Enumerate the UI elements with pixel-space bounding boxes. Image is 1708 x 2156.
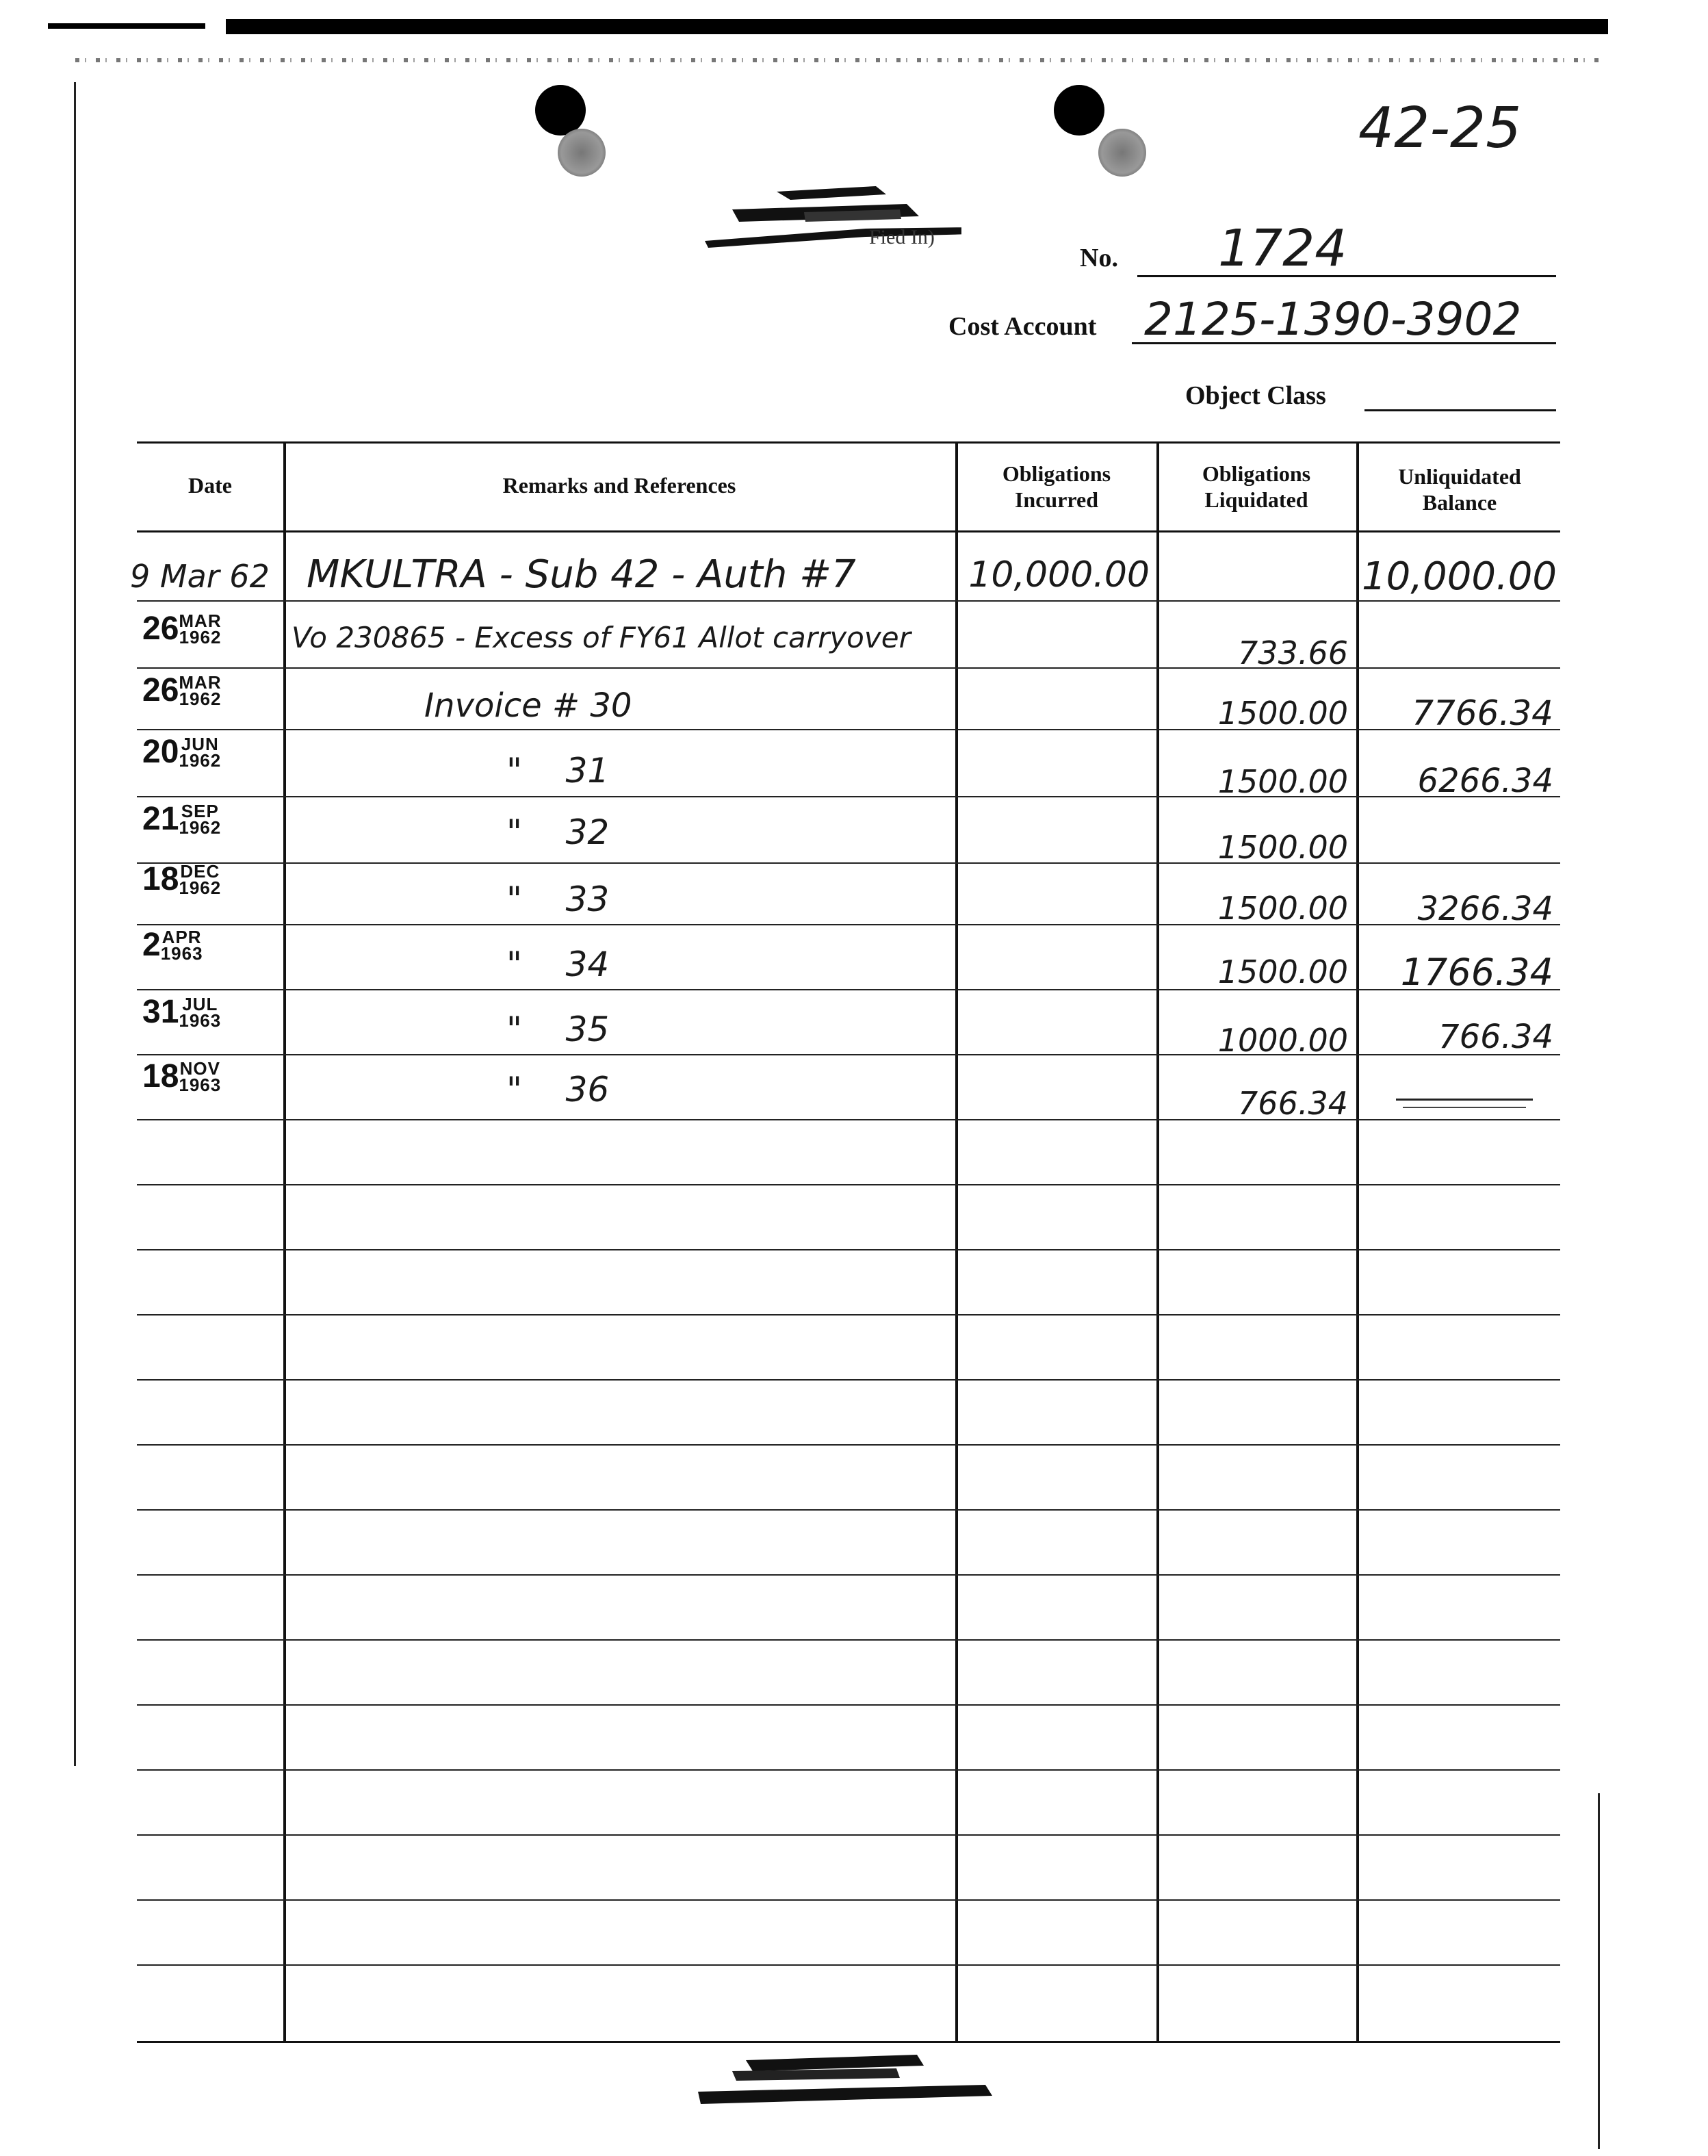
row-3-date: 20 JUN 1962 [142, 733, 222, 771]
row-rule [137, 1769, 1560, 1771]
row-rule [137, 1509, 1560, 1511]
svg-text:Fied In): Fied In) [869, 226, 935, 248]
ledger-table [130, 441, 1560, 2043]
row-3-balance: 6266.34 [1417, 762, 1553, 800]
row-3-remarks: " 31 [506, 751, 610, 791]
row-8-liquidated: 766.34 [1238, 1085, 1348, 1122]
row-7-balance: 766.34 [1438, 1018, 1553, 1056]
row-0-date: 9 Mar 62 [130, 558, 270, 595]
header-remarks: Remarks and References [502, 473, 736, 498]
table-bottom-rule [137, 2041, 1560, 2043]
row-rule [137, 1314, 1560, 1316]
row-rule [137, 600, 1560, 602]
punch-hole-left [535, 85, 586, 136]
no-label: No. [1080, 244, 1118, 272]
object-class-underline [1364, 409, 1556, 411]
row-0-incurred: 10,000.00 [968, 554, 1150, 595]
row-1-remarks: Vo 230865 - Excess of FY61 Allot carryover [292, 621, 911, 654]
row-0-balance: 10,000.00 [1362, 554, 1557, 599]
scan-speckle [75, 58, 1601, 62]
row-6-remarks: " 34 [506, 945, 610, 984]
scan-top-bar-left [48, 23, 205, 29]
row-4-remarks: " 32 [506, 812, 610, 852]
page-left-edge [74, 82, 76, 1766]
row-5-balance: 3266.34 [1417, 890, 1553, 928]
no-value: 1724 [1218, 219, 1347, 278]
cost-account-value: 2125-1390-3902 [1144, 293, 1522, 346]
header-unliquidated-balance: Unliquidated Balance [1398, 464, 1521, 515]
row-7-remarks: " 35 [506, 1010, 610, 1049]
row-rule [137, 1834, 1560, 1836]
table-header-rule [137, 530, 1560, 532]
col-divider-2 [955, 441, 958, 2043]
row-6-balance: 1766.34 [1400, 951, 1553, 994]
row-3-liquidated: 1500.00 [1217, 763, 1348, 800]
row-8-remarks: " 36 [506, 1070, 610, 1109]
row-1-liquidated: 733.66 [1238, 634, 1348, 671]
row-rule [137, 1249, 1560, 1250]
row-2-remarks: Invoice # 30 [424, 686, 632, 725]
row-7-date: 31 JUL 1963 [142, 993, 222, 1031]
row-4-liquidated: 1500.00 [1217, 829, 1348, 866]
row-7-liquidated: 1000.00 [1217, 1022, 1348, 1059]
col-divider-4 [1356, 441, 1359, 2043]
cost-account-label: Cost Account [948, 312, 1097, 341]
header-obligations-liquidated: Obligations Liquidated [1202, 461, 1311, 512]
row-0-remarks: MKULTRA - Sub 42 - Auth #7 [307, 552, 856, 597]
row-2-liquidated: 1500.00 [1217, 695, 1348, 732]
row-1-date: 26MAR 1962 [142, 610, 222, 647]
row-rule [137, 1964, 1560, 1966]
row-4-date: 21 SEP 1962 [142, 800, 222, 838]
header-obligations-incurred: Obligations Incurred [1002, 461, 1111, 512]
row-2-balance: 7766.34 [1412, 693, 1553, 733]
cost-account-underline [1132, 342, 1556, 344]
col-divider-1 [283, 441, 286, 2043]
row-8-balance-dash [1396, 1099, 1533, 1101]
row-5-date: 18DEC 1962 [142, 860, 222, 898]
scan-top-bar [226, 19, 1608, 34]
row-5-liquidated: 1500.00 [1217, 890, 1348, 927]
col-divider-3 [1156, 441, 1159, 2043]
no-underline [1137, 275, 1556, 277]
punch-hole-right [1054, 85, 1104, 136]
row-8-balance-dash-2 [1403, 1107, 1526, 1108]
punch-hole-left-shadow [558, 129, 606, 177]
row-rule [137, 1574, 1560, 1576]
page-right-edge [1598, 1793, 1600, 2149]
reference-number: 42-25 [1358, 96, 1522, 161]
row-6-date: 2APR 1963 [142, 926, 203, 964]
row-rule [137, 1704, 1560, 1706]
row-rule [137, 1639, 1560, 1641]
object-class-label: Object Class [1185, 381, 1326, 410]
row-6-liquidated: 1500.00 [1217, 953, 1348, 990]
row-rule [137, 1899, 1560, 1901]
row-rule [137, 1184, 1560, 1185]
header-date: Date [188, 473, 232, 498]
row-rule [137, 1444, 1560, 1446]
row-rule [137, 1379, 1560, 1381]
row-2-date: 26MAR 1962 [142, 671, 222, 709]
row-5-remarks: " 33 [506, 880, 610, 919]
redacted-classification-top [701, 177, 961, 252]
table-top-rule [137, 441, 1560, 444]
row-8-date: 18NOV 1963 [142, 1057, 222, 1095]
punch-hole-right-shadow [1098, 129, 1146, 177]
redacted-classification-bottom [691, 2046, 1013, 2108]
